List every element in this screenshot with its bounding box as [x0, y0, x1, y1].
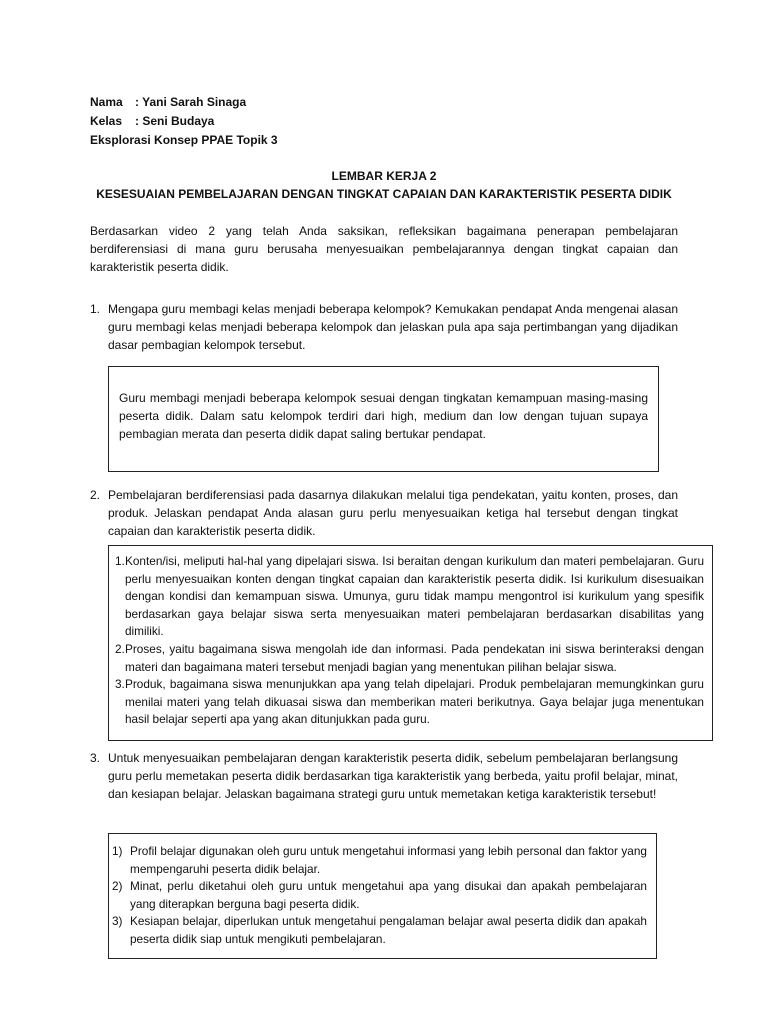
- answer-2-item: [115, 553, 704, 641]
- class-label: Kelas: [90, 114, 123, 128]
- question-3: [90, 749, 678, 803]
- question-1: [90, 300, 678, 354]
- name-row: [90, 93, 278, 112]
- answer-2-item-number: 2.: [115, 641, 125, 656]
- answer-3-item-text: Minat, perlu diketahui oleh guru untuk mengetahui apa yang disukai dan apakah pembelajaran yang diterapkan berguna bagi peserta didik.: [130, 879, 647, 911]
- answer-2-item-number: 3.: [115, 677, 125, 692]
- class-row: [90, 112, 278, 131]
- answer-3-item-text: Profil belajar digunakan oleh guru untuk mengetahui informasi yang lebih personal dan faktor yang mempengaruhi peserta didik belajar.: [130, 844, 647, 876]
- answer-box-2: [108, 545, 713, 741]
- topic-text: Eksplorasi Konsep PPAE Topik 3: [90, 133, 278, 147]
- answer-3-item-number: 3): [112, 914, 123, 929]
- answer-box-1: [108, 366, 659, 472]
- worksheet-subtitle: KESESUAIAN PEMBELAJARAN DENGAN TINGKAT CAPAIAN DAN KARAKTERISTIK PESERTA DIDIK: [96, 187, 672, 201]
- answer-3-item-number: 1): [112, 844, 123, 858]
- question-3-number: 3.: [90, 751, 101, 765]
- class-value: : Seni Budaya: [135, 114, 215, 128]
- name-value: : Yani Sarah Sinaga: [135, 95, 247, 109]
- answer-2-item-text: Konten/isi, meliputi hal-hal yang dipelajari siswa. Isi beraitan dengan kurikulum dan materi pembelajaran. Guru perlu menyesuaikan konten dengan tingkat capaian dan karakteristik peserta didik. Isi kurikulum disesuaikan dengan kondisi dan kemampuan siswa. Umunya, guru tidak mampu mengontrol isi kurikulum yang spesifik berdasarkan gaya belajar siswa serta menyesuaikan materi pembelajaran berdasarkan disabilitas yang dimiliki.: [125, 554, 704, 639]
- answer-2-item-text: Proses, yaitu bagaimana siswa mengolah ide dan informasi. Pada pendekatan ini siswa berinteraksi dengan materi dan bagaimana materi tersebut menjadi bagian yang menentukan pilihan belajar siswa.: [125, 641, 704, 674]
- topic-row: [90, 131, 278, 150]
- answer-2-item: [115, 641, 704, 676]
- question-3-text: Untuk menyesuaikan pembelajaran dengan karakteristik peserta didik, sebelum pembelajaran berlangsung guru perlu memetakan peserta didik berdasarkan tiga karakteristik yang berbeda, yaitu profil belajar, minat, dan kesiapan belajar. Jelaskan bagaimana strategi guru untuk memetakan ketiga karakteristik tersebut!: [108, 751, 678, 801]
- name-label: Nama: [90, 95, 123, 109]
- answer-2-list: [115, 553, 704, 729]
- answer-3-item: [112, 878, 647, 913]
- answer-box-3: [108, 833, 657, 959]
- student-info: [90, 93, 278, 150]
- answer-3-item-text: Kesiapan belajar, diperlukan untuk mengetahui pengalaman belajar awal peserta didik dan apakah peserta didik siap untuk mengikuti pembelajaran.: [130, 914, 647, 946]
- question-1-text: Mengapa guru membagi kelas menjadi beberapa kelompok? Kemukakan pendapat Anda mengenai alasan guru membagi kelas menjadi beberapa kelompok dan jelaskan pula apa saja pertimbangan yang dijadikan dasar pembagian kelompok tersebut.: [108, 302, 678, 352]
- question-2-text: Pembelajaran berdiferensiasi pada dasarnya dilakukan melalui tiga pendekatan, yaitu konten, proses, dan produk. Jelaskan pendapat Anda alasan guru perlu menyesuaikan ketiga hal tersebut dengan tingkat capaian dan karakteristik peserta didik.: [108, 488, 678, 538]
- answer-1-text: Guru membagi menjadi beberapa kelompok sesuai dengan tingkatan kemampuan masing-masing peserta didik. Dalam satu kelompok terdiri dari high, medium dan low dengan tujuan supaya pembagian merata dan peserta didik dapat saling bertukar pendapat.: [119, 391, 648, 441]
- answer-2-item: [115, 676, 704, 729]
- worksheet-heading: [90, 167, 678, 203]
- answer-2-item-text: Produk, bagaimana siswa menunjukkan apa yang telah dipelajari. Produk pembelajaran memungkinkan guru menilai materi yang telah dikuasai siswa dan memberikan materi berikutnya. Gaya belajar juga menentukan hasil belajar seperti apa yang akan ditunjukkan pada guru.: [125, 677, 704, 727]
- answer-2-item-number: 1.: [115, 554, 125, 568]
- intro-paragraph: Berdasarkan video 2 yang telah Anda saksikan, refleksikan bagaimana penerapan pembelajaran berdiferensiasi di mana guru berusaha menyesuaikan pembelajarannya dengan tingkat capaian dan karakteristik peserta didik.: [90, 224, 678, 274]
- answer-3-list: [112, 843, 647, 949]
- answer-3-item: [112, 843, 647, 878]
- answer-3-item: [112, 913, 647, 948]
- question-2-number: 2.: [90, 488, 101, 502]
- question-2: [90, 486, 678, 540]
- worksheet-title: LEMBAR KERJA 2: [331, 169, 437, 183]
- answer-3-item-number: 2): [112, 879, 123, 894]
- question-1-number: 1.: [90, 302, 101, 316]
